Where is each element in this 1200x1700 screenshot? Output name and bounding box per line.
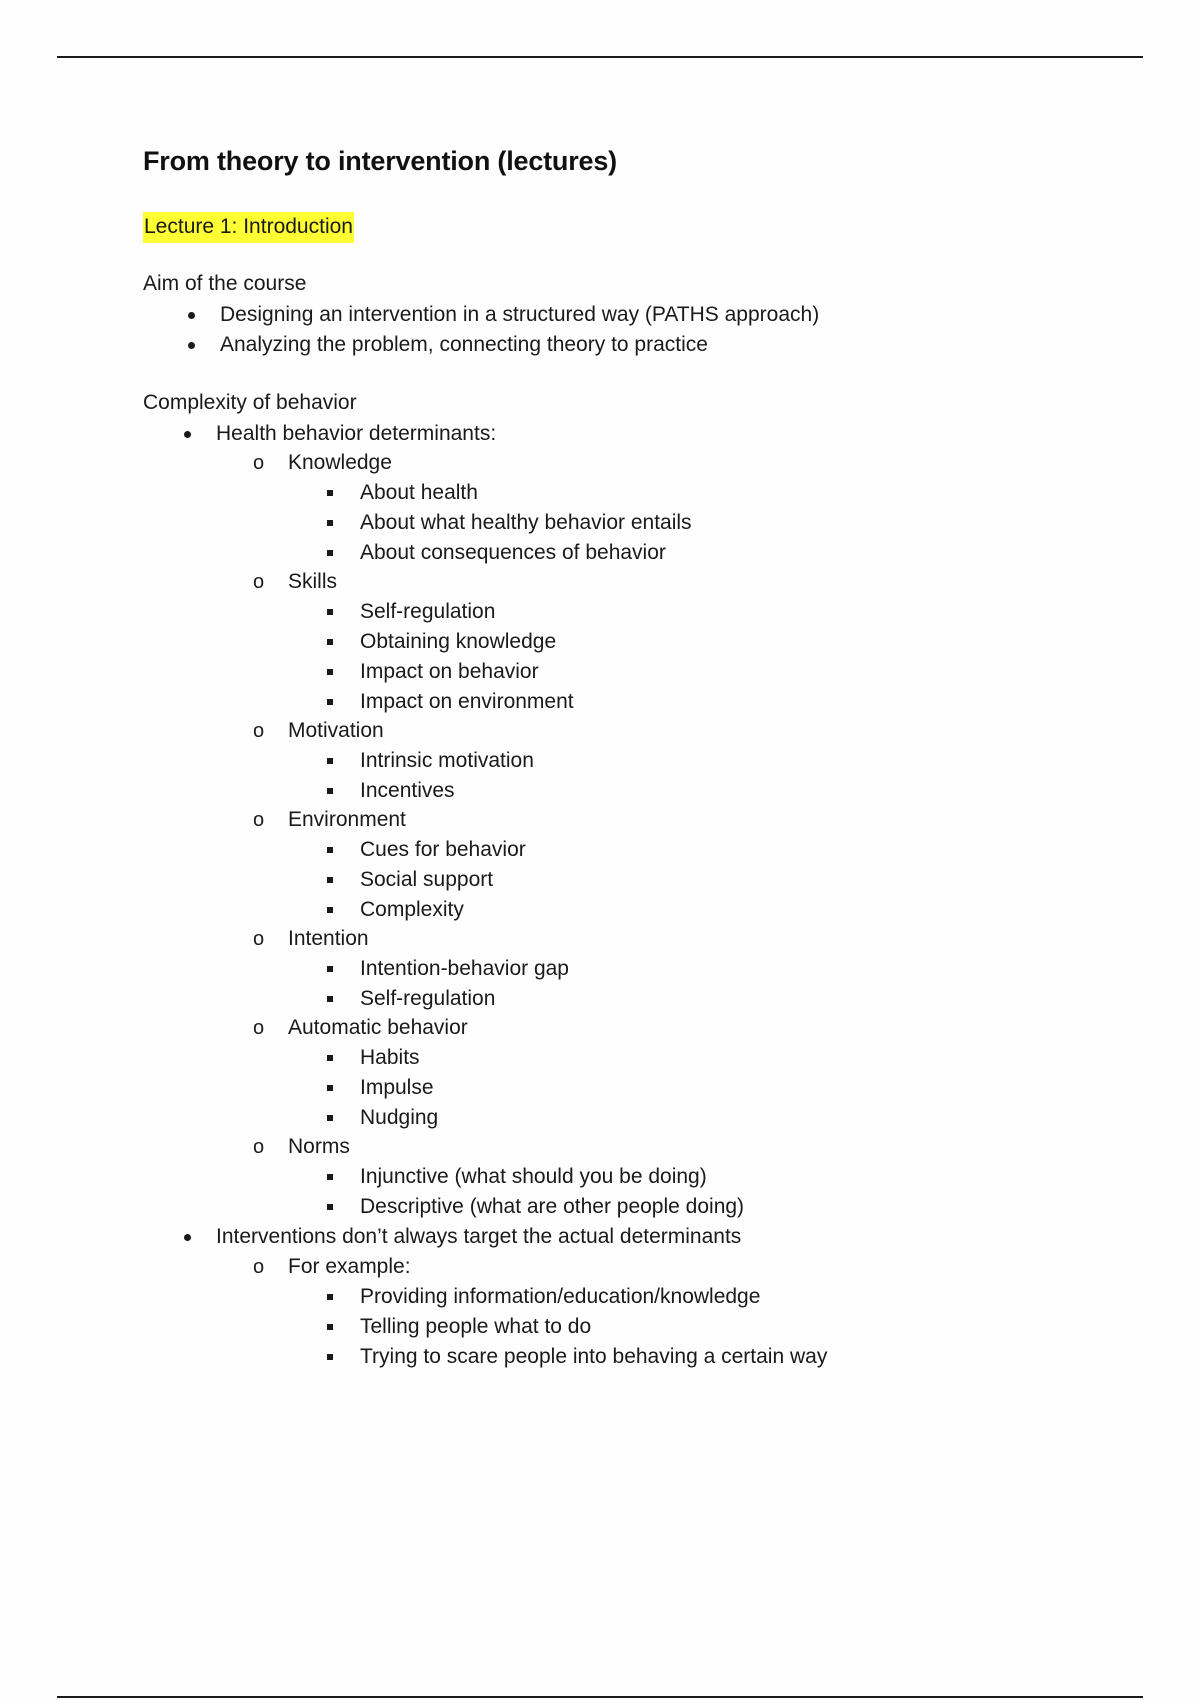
square-bullet-icon	[327, 669, 333, 675]
determinant-subitem-text: Nudging	[360, 1106, 439, 1129]
circle-bullet-icon: o	[253, 571, 265, 593]
square-bullet-icon	[327, 1174, 333, 1180]
complexity-title: Complexity of behavior	[143, 391, 357, 414]
determinant-subitem-text: Impact on environment	[360, 690, 574, 713]
determinant-group-text: Motivation	[288, 719, 384, 742]
square-bullet-icon	[327, 758, 333, 764]
determinant-group-text: Skills	[288, 570, 338, 593]
circle-bullet-icon: o	[253, 1256, 265, 1278]
square-bullet-icon	[327, 520, 333, 526]
circle-bullet-icon: o	[253, 928, 265, 950]
determinant-subitem-text: Social support	[360, 868, 494, 891]
determinant-subitem-text: Intrinsic motivation	[360, 749, 534, 772]
determinant-subitem-text: About health	[360, 481, 478, 504]
example-item-text: For example:	[288, 1255, 411, 1278]
determinant-subitem-text: Habits	[360, 1046, 420, 1069]
square-bullet-icon	[327, 609, 333, 615]
square-bullet-icon	[327, 996, 333, 1002]
circle-bullet-icon: o	[253, 720, 265, 742]
determinant-group-text: Intention	[288, 927, 369, 950]
aim-title: Aim of the course	[143, 272, 307, 295]
determinant-subitem-text: Intention-behavior gap	[360, 957, 569, 980]
determinant-subitem-text: Incentives	[360, 779, 455, 802]
square-bullet-icon	[327, 490, 333, 496]
square-bullet-icon	[327, 1354, 333, 1360]
square-bullet-icon	[327, 699, 333, 705]
circle-bullet-icon: o	[253, 1017, 265, 1039]
square-bullet-icon	[327, 788, 333, 794]
example-subitem-text: Trying to scare people into behaving a certain way	[360, 1345, 828, 1368]
determinant-group-text: Knowledge	[288, 451, 392, 474]
determinant-subitem-text: Complexity	[360, 898, 464, 921]
determinant-group-text: Norms	[288, 1135, 350, 1158]
bullet-icon	[188, 312, 195, 319]
square-bullet-icon	[327, 1085, 333, 1091]
bullet-icon	[188, 342, 195, 349]
document-title: From theory to intervention (lectures)	[143, 146, 617, 176]
lecture-heading: Lecture 1: Introduction	[143, 212, 354, 243]
determinant-subitem-text: Self-regulation	[360, 600, 496, 623]
footer-rule	[57, 1696, 1143, 1698]
square-bullet-icon	[327, 1115, 333, 1121]
square-bullet-icon	[327, 639, 333, 645]
determinant-subitem-text: Descriptive (what are other people doing)	[360, 1195, 745, 1218]
aim-list-item-text: Designing an intervention in a structured way (PATHS approach)	[220, 303, 820, 326]
aim-list-item-text: Analyzing the problem, connecting theory to practice	[220, 333, 708, 356]
square-bullet-icon	[327, 847, 333, 853]
square-bullet-icon	[327, 966, 333, 972]
determinant-group-text: Environment	[288, 808, 406, 831]
circle-bullet-icon: o	[253, 1136, 265, 1158]
determinant-subitem-text: Impact on behavior	[360, 660, 539, 683]
example-subitem-text: Providing information/education/knowledge	[360, 1285, 761, 1308]
determinant-subitem-text: Obtaining knowledge	[360, 630, 557, 653]
determinant-subitem-text: Self-regulation	[360, 987, 496, 1010]
square-bullet-icon	[327, 1324, 333, 1330]
square-bullet-icon	[327, 907, 333, 913]
interventions-item-text: Interventions don’t always target the actual determinants	[216, 1225, 742, 1248]
determinant-subitem-text: Injunctive (what should you be doing)	[360, 1165, 707, 1188]
determinant-subitem-text: Cues for behavior	[360, 838, 526, 861]
circle-bullet-icon: o	[253, 452, 265, 474]
square-bullet-icon	[327, 877, 333, 883]
bullet-icon	[184, 431, 191, 438]
example-subitem-text: Telling people what to do	[360, 1315, 592, 1338]
circle-bullet-icon: o	[253, 809, 265, 831]
determinant-subitem-text: About what healthy behavior entails	[360, 511, 692, 534]
determinant-subitem-text: Impulse	[360, 1076, 434, 1099]
square-bullet-icon	[327, 550, 333, 556]
header-rule	[57, 56, 1143, 58]
square-bullet-icon	[327, 1055, 333, 1061]
square-bullet-icon	[327, 1294, 333, 1300]
determinant-group-text: Automatic behavior	[288, 1016, 468, 1039]
square-bullet-icon	[327, 1204, 333, 1210]
bullet-icon	[184, 1234, 191, 1241]
determinants-item-text: Health behavior determinants:	[216, 422, 497, 445]
determinant-subitem-text: About consequences of behavior	[360, 541, 666, 564]
